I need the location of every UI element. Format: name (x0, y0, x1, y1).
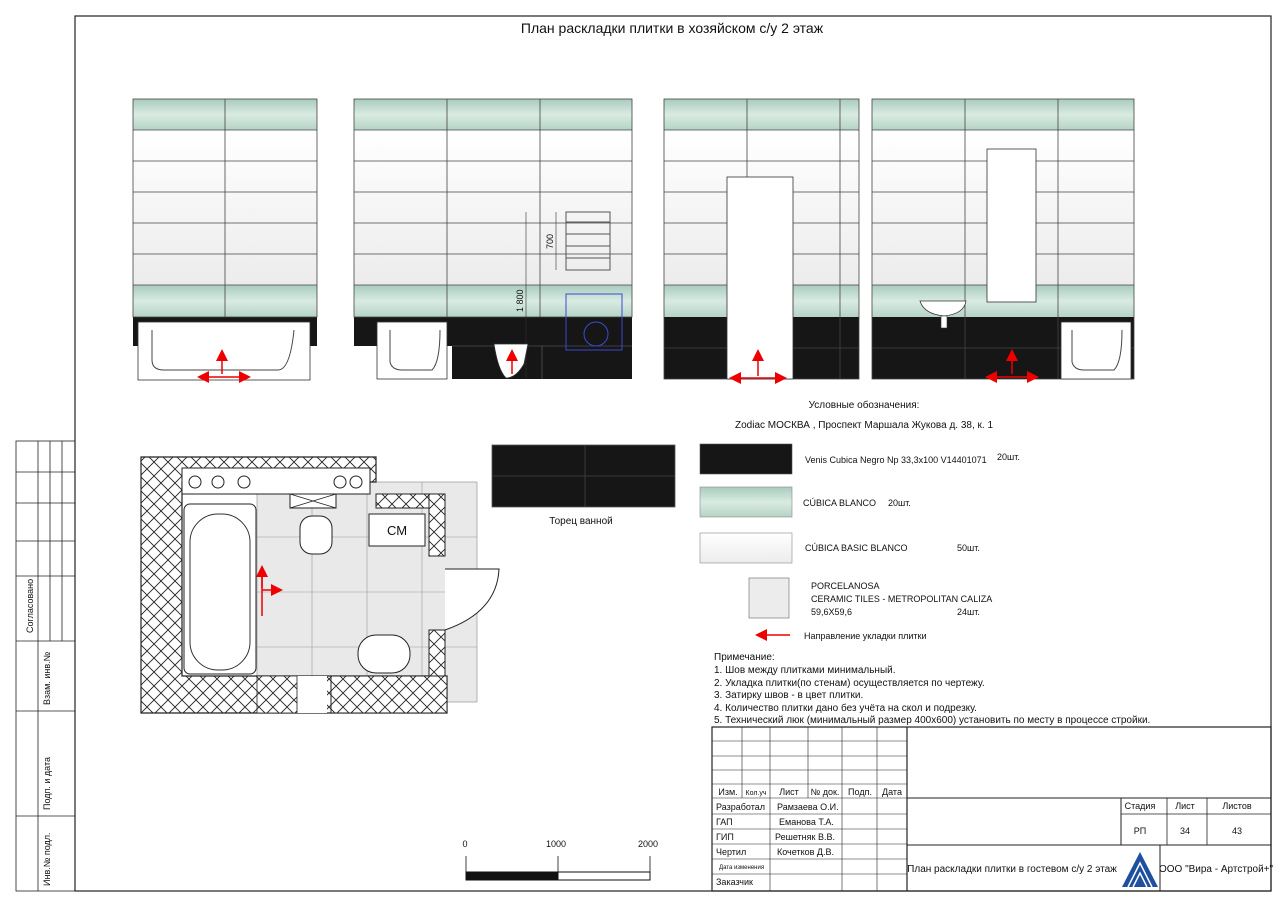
stamp-role-developer: Разработал (716, 802, 765, 812)
legend-direction: Направление укладки плитки (804, 631, 927, 641)
mirror (987, 149, 1036, 302)
stamp-sheets: 43 (1231, 826, 1243, 836)
note-3: 3. Затирку швов - в цвет плитки. (714, 690, 864, 701)
swatch-cubica-basic (700, 533, 792, 563)
legend-item-1-name: Venis Cubica Negro Np 33,3x100 V14401071 (805, 455, 987, 465)
bath-end-tiles (492, 445, 675, 527)
note-4: 4. Количество плитки дано без учёта на скол и подрезку. (714, 703, 977, 714)
stamp-col-izm: Изм. (718, 787, 738, 797)
side-stamp-inv-original: Инв.№ подл. (42, 832, 52, 886)
note-2: 2. Укладка плитки(по стенам) осуществляется по чертежу. (714, 678, 985, 689)
dimension-1800: 1 800 (515, 289, 525, 312)
floor-toilet (300, 516, 332, 554)
company-logo-icon (1122, 852, 1158, 887)
washer-label: СМ (386, 523, 408, 538)
legend-heading: Условные обозначения: (808, 400, 920, 411)
stamp-role-change-date: Дата изменения (719, 865, 765, 871)
legend (700, 399, 1020, 641)
scale-label-0: 0 (462, 839, 468, 849)
stamp-col-kol: Кол.уч (745, 790, 767, 797)
side-stamp-sign-date: Подп. и дата (42, 756, 52, 810)
stamp-col-sign: Подп. (848, 787, 872, 797)
swatch-porcelanosa (749, 578, 789, 618)
legend-item-3-qty: 50шт. (957, 543, 980, 553)
legend-item-4-name: PORCELANOSA (811, 581, 880, 591)
stamp-name-gap: Еманова Т.А. (779, 817, 834, 827)
stamp-name-drafter: Кочетков Д.В. (777, 847, 834, 857)
stamp-name-gip: Решетняк В.В. (775, 832, 835, 842)
legend-item-2-qty: 20шт. (888, 498, 911, 508)
stamp-name-developer: Рамзаева О.И. (777, 802, 839, 812)
notes (714, 652, 1150, 726)
stamp-col-list: Лист (779, 787, 799, 797)
stamp-role-gap: ГАП (716, 817, 733, 827)
legend-item-1-qty: 20шт. (997, 452, 1020, 462)
scale-bar (462, 839, 658, 880)
dimension-700: 700 (545, 233, 555, 249)
stamp-stage-header: Стадия (1124, 801, 1156, 811)
bath-end-label: Торец ванной (549, 516, 613, 527)
legend-item-3-name: CÚBICA BASIC BLANCO (805, 543, 908, 553)
floor-plan (141, 457, 499, 713)
scale-label-2000: 2000 (637, 839, 659, 849)
page-title: План раскладки плитки в хозяйском с/у 2 этаж (520, 20, 824, 36)
stamp-col-date: Дата (882, 787, 902, 797)
legend-item-4-name3: 59,6X59,6 (811, 607, 853, 617)
wall-elevation-3 (664, 99, 859, 379)
stamp-role-gip: ГИП (716, 832, 734, 842)
door-opening (727, 177, 793, 379)
side-stamp-replace-inv: Взам. инв.№ (42, 651, 52, 705)
scale-label-1000: 1000 (545, 839, 567, 849)
stamp-stage: РП (1133, 826, 1147, 836)
wall-elevation-1 (133, 99, 317, 380)
stamp-sheet-header: Лист (1175, 801, 1195, 811)
stamp-sheet: 34 (1179, 826, 1191, 836)
legend-item-4-qty: 24шт. (957, 607, 980, 617)
legend-supplier: Zodiac МОСКВА , Проспект Маршала Жукова д. 38, к. 1 (734, 420, 994, 431)
swatch-venis-negro (700, 444, 792, 474)
stamp-role-customer: Заказчик (716, 877, 753, 887)
stamp-sheet-title: План раскладки плитки в гостевом с/у 2 этаж (907, 864, 1117, 875)
notes-heading: Примечание: (714, 652, 775, 663)
stamp-sheets-header: Листов (1222, 801, 1252, 811)
wall-elevation-2 (354, 99, 632, 379)
stamp-col-doc: № док. (810, 787, 840, 797)
side-stamp-approved: Согласовано (25, 578, 35, 633)
stamp-role-drafter: Чертил (716, 847, 747, 857)
note-1: 1. Шов между плитками минимальный. (714, 665, 896, 676)
wall-elevation-4 (872, 99, 1134, 379)
legend-item-4-name2: CERAMIC TILES - METROPOLITAN CALIZA (811, 594, 993, 604)
plan-washbasin (358, 635, 410, 673)
swatch-cubica-blanco (700, 487, 792, 517)
note-5: 5. Технический люк (минимальный размер 400х600) установить по месту в процессе стройки. (714, 715, 1151, 726)
stamp-company: ООО "Вира - Артстрой+" (1158, 864, 1274, 875)
legend-item-2-name: CÚBICA BLANCO (803, 498, 877, 508)
